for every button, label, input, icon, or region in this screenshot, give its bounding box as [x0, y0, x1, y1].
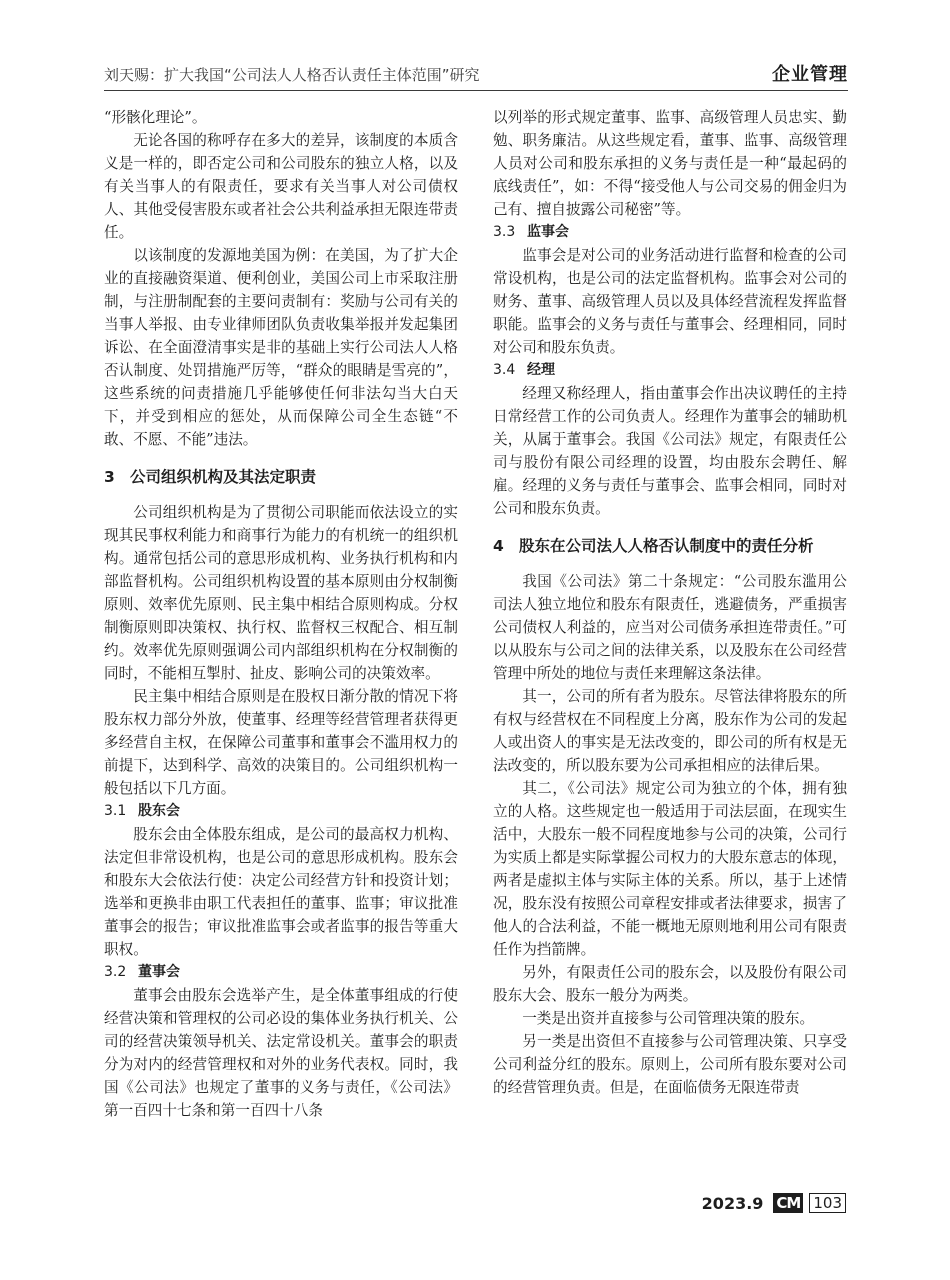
section-title: 股东在公司法人人格否认制度中的责任分析 — [519, 537, 814, 555]
paragraph: 监事会是对公司的业务活动进行监督和检查的公司常设机构，也是公司的法定监督机构。监事会对公司的财务、董事、高级管理人员以及具体经营流程发挥监督职能。监事会的义务与责任与董事会、经理相同，同时对公司和股东负责。 — [493, 247, 847, 356]
paragraph: 一类是出资并直接参与公司管理决策的股东。 — [522, 1010, 815, 1027]
subsection-title: 董事会 — [138, 964, 180, 980]
subsection-heading-3-3 — [493, 221, 847, 244]
right-column — [493, 106, 847, 1099]
section-heading-4 — [493, 534, 847, 558]
subsection-number: 3.3 — [493, 224, 516, 240]
paragraph: 另外，有限责任公司的股东会，以及股份有限公司股东大会、股东一般分为两类。 — [493, 964, 847, 1004]
page-number: 103 — [809, 1193, 846, 1213]
subsection-title: 监事会 — [527, 224, 569, 240]
left-column — [104, 106, 458, 1122]
subsection-title: 经理 — [527, 362, 555, 378]
paragraph: 董事会由股东会选举产生，是全体董事组成的行使经营决策和管理权的公司必设的集体业务执行机关、公司的经营决策领导机关、法定常设机关。董事会的职责分为对内的经营管理权和对外的业务代表权。同时，我国《公司法》也规定了董事的义务与责任，《公司法》第一百四十七条和第一百四十八条 — [104, 987, 458, 1119]
section-title: 公司组织机构及其法定职责 — [130, 468, 317, 486]
paragraph: 以列举的形式规定董事、监事、高级管理人员忠实、勤勉、职务廉洁。从这些规定看，董事、监事、高级管理人员对公司和股东承担的义务与责任是一种“最起码的底线责任”，如：不得“接受他人与公司交易的佣金归为己有、擅自披露公司秘密”等。 — [493, 109, 847, 218]
paragraph: 以该制度的发源地美国为例：在美国，为了扩大企业的直接融资渠道、便利创业，美国公司上市采取注册制，与注册制配套的主要问责制有：奖励与公司有关的当事人举报、由专业律师团队负责收集举报并发起集团诉讼、在全面澄清事实是非的基础上实行公司法人人格否认制度、处罚措施严厉等，“群众的眼睛是雪亮的”，这些系统的问责措施几乎能够使任何非法勾当大白天下，并受到相应的惩处，从而保障公司全生态链“不敢、不愿、不能”违法。 — [104, 247, 458, 448]
subsection-number: 3.2 — [104, 964, 127, 980]
journal-logo: CM — [773, 1193, 803, 1213]
running-title: 刘天赐：扩大我国“公司法人人格否认责任主体范围”研究 — [104, 66, 480, 84]
paragraph: 其一，公司的所有者为股东。尽管法律将股东的所有权与经营权在不同程度上分离，股东作为公司的发起人或出资人的事实是无法改变的，即公司的所有权是无法改变的，所以股东要为公司承担相应的法律后果。 — [493, 688, 847, 774]
paragraph: 经理又称经理人，指由董事会作出决议聘任的主持日常经营工作的公司负责人。经理作为董事会的辅助机关，从属于董事会。我国《公司法》规定，有限责任公司与股份有限公司经理的设置，均由股东会聘任、解雇。经理的义务与责任与董事会、监事会相同，同时对公司和股东负责。 — [493, 385, 847, 517]
subsection-number: 3.4 — [493, 362, 516, 378]
paragraph: 无论各国的称呼存在多大的差异，该制度的本质含义是一样的，即否定公司和公司股东的独立人格，以及有关当事人的有限责任，要求有关当事人对公司债权人、其他受侵害股东或者社会公共利益承担无限连带责任。 — [104, 132, 458, 241]
page-footer — [702, 1192, 846, 1214]
paragraph: 公司组织机构是为了贯彻公司职能而依法设立的实现其民事权利能力和商事行为能力的有机统一的组织机构。通常包括公司的意思形成机构、业务执行机构和内部监督机构。公司组织机构设置的基本原则由分权制衡原则、效率优先原则、民主集中相结合原则构成。分权制衡原则即决策权、执行权、监督权三权配合、相互制约。效率优先原则强调公司内部组织机构在分权制衡的同时，不能相互掣肘、扯皮、影响公司的决策效率。 — [104, 504, 458, 682]
paragraph: 我国《公司法》第二十条规定：“公司股东滥用公司法人独立地位和股东有限责任，逃避债务，严重损害公司债权人利益的，应当对公司债务承担连带责任。”可以从股东与公司之间的法律关系，以及股东在公司经营管理中所处的地位与责任来理解这条法律。 — [493, 573, 847, 682]
paragraph: “形骸化理论”。 — [104, 109, 207, 126]
subsection-title: 股东会 — [138, 803, 180, 819]
section-number: 3 — [104, 468, 115, 486]
subsection-heading-3-4 — [493, 359, 847, 382]
section-label: 企业管理 — [772, 64, 848, 85]
running-header — [104, 60, 848, 91]
section-number: 4 — [493, 537, 504, 555]
subsection-heading-3-2 — [104, 961, 458, 984]
paragraph: 另一类是出资但不直接参与公司管理决策、只享受公司利益分红的股东。原则上，公司所有股东要对公司的经营管理负责。但是，在面临债务无限连带责 — [493, 1033, 847, 1096]
subsection-heading-3-1 — [104, 800, 458, 823]
paragraph: 其二，《公司法》规定公司为独立的个体，拥有独立的人格。这些规定也一般适用于司法层面，在现实生活中，大股东一般不同程度地参与公司的决策，公司行为实质上都是实际掌握公司权力的大股东意志的体现，两者是虚拟主体与实际主体的关系。所以，基于上述情况，股东没有按照公司章程安排或者法律要求，损害了他人的合法利益，不能一概地无原则地利用公司有限责任作为挡箭牌。 — [493, 780, 847, 958]
issue-date: 2023.9 — [701, 1193, 764, 1213]
paragraph: 民主集中相结合原则是在股权日渐分散的情况下将股东权力部分外放，使董事、经理等经营管理者获得更多经营自主权，在保障公司董事和董事会不滥用权力的前提下，达到科学、高效的决策目的。公司组织机构一般包括以下几方面。 — [104, 688, 458, 797]
paragraph: 股东会由全体股东组成，是公司的最高权力机构、法定但非常设机构，也是公司的意思形成机构。股东会和股东大会依法行使：决定公司经营方针和投资计划；选举和更换非由职工代表担任的董事、监事；审议批准董事会的报告；审议批准监事会或者监事的报告等重大职权。 — [104, 826, 458, 958]
section-heading-3 — [104, 465, 458, 489]
subsection-number: 3.1 — [104, 803, 127, 819]
